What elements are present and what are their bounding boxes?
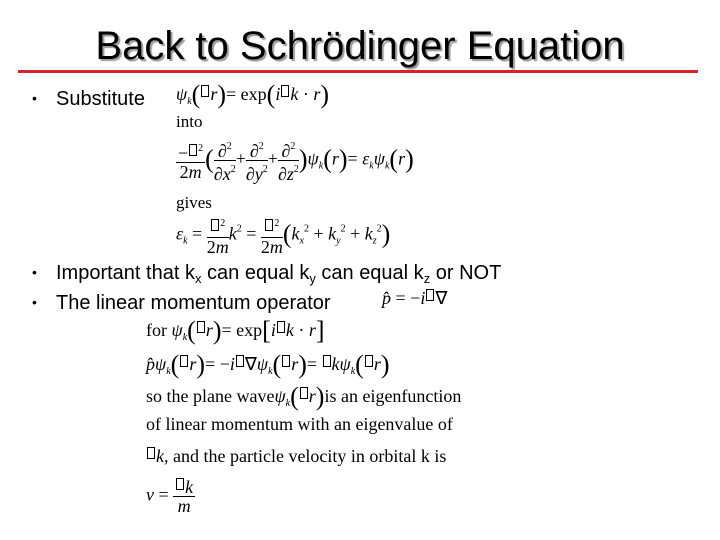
velocity-line: k, and the particle velocity in orbital k is — [146, 446, 446, 467]
bullet-important — [32, 260, 501, 291]
b2-part: Important that k — [56, 262, 195, 284]
b2-part: can equal k — [201, 262, 310, 284]
b2-sub-y: y — [309, 271, 316, 286]
title-divider — [18, 70, 698, 73]
for-text: for — [146, 320, 167, 340]
bullet-momentum — [32, 290, 331, 315]
bullet-text: The linear momentum operator — [56, 292, 331, 314]
plane-wave-equation: $\psi_k$( r)= exp(i k · r) — [176, 80, 330, 109]
bullet-dot-icon: • — [32, 294, 37, 310]
eigenfunction-text: is an eigenfunction — [324, 386, 462, 406]
momentum-operator: p̂ = −i ∇ — [382, 288, 448, 308]
velocity-text: , and the particle velocity in orbital k is — [164, 446, 447, 466]
into-text: into — [176, 112, 203, 131]
bullet-text: Substitute — [56, 88, 145, 110]
eigen-equation: $p̂\psi_k$( r)= −i $\nabla\psi_k$( $r)= k\psi_k$( r) — [146, 350, 390, 379]
b2-part: can equal k — [315, 262, 424, 284]
eigenvalue-line: of linear momentum with an eigenvalue of — [146, 414, 453, 434]
exp-text: exp — [240, 84, 267, 104]
velocity-equation: v = $\frac{k}{m}$ — [146, 477, 194, 516]
bullet-substitute — [32, 86, 145, 111]
b2-sub-x: x — [194, 271, 202, 286]
schrodinger-equation: $\frac{- ^2}{2m}$ ( $\frac{\partial^2}{\partial x^2}$ + $\frac{\partial^2}{\partial y^2}$ + $\frac{\partial^2}{\partial z^2}$ )$\psi_k(r)= \varepsilon_k\psi_k(r)$ — [176, 138, 414, 183]
gives-text: gives — [176, 193, 212, 212]
bullet-dot-icon: • — [32, 264, 37, 280]
b2-part: or NOT — [430, 262, 502, 284]
plane-wave-line: so the plane waveψ$_k$( r)is an eigenfunction — [146, 382, 462, 411]
b2-sub-z: z — [423, 271, 431, 286]
exp-text: exp — [236, 320, 263, 340]
so-plane-text: so the plane wave — [146, 386, 275, 406]
slide-title: Back to Schrödinger Equation — [95, 24, 625, 68]
energy-equation: $\varepsilon_k$ = $\frac{^2}{2m}$ $k^2$ = $\frac{^2}{2m}$ $(k_x^2 + k_y^2 + k_z^2)$ — [176, 215, 390, 256]
for-line: for $\psi_k$( r)= exp[i k · r] — [146, 316, 325, 345]
bullet-dot-icon: • — [32, 90, 37, 106]
